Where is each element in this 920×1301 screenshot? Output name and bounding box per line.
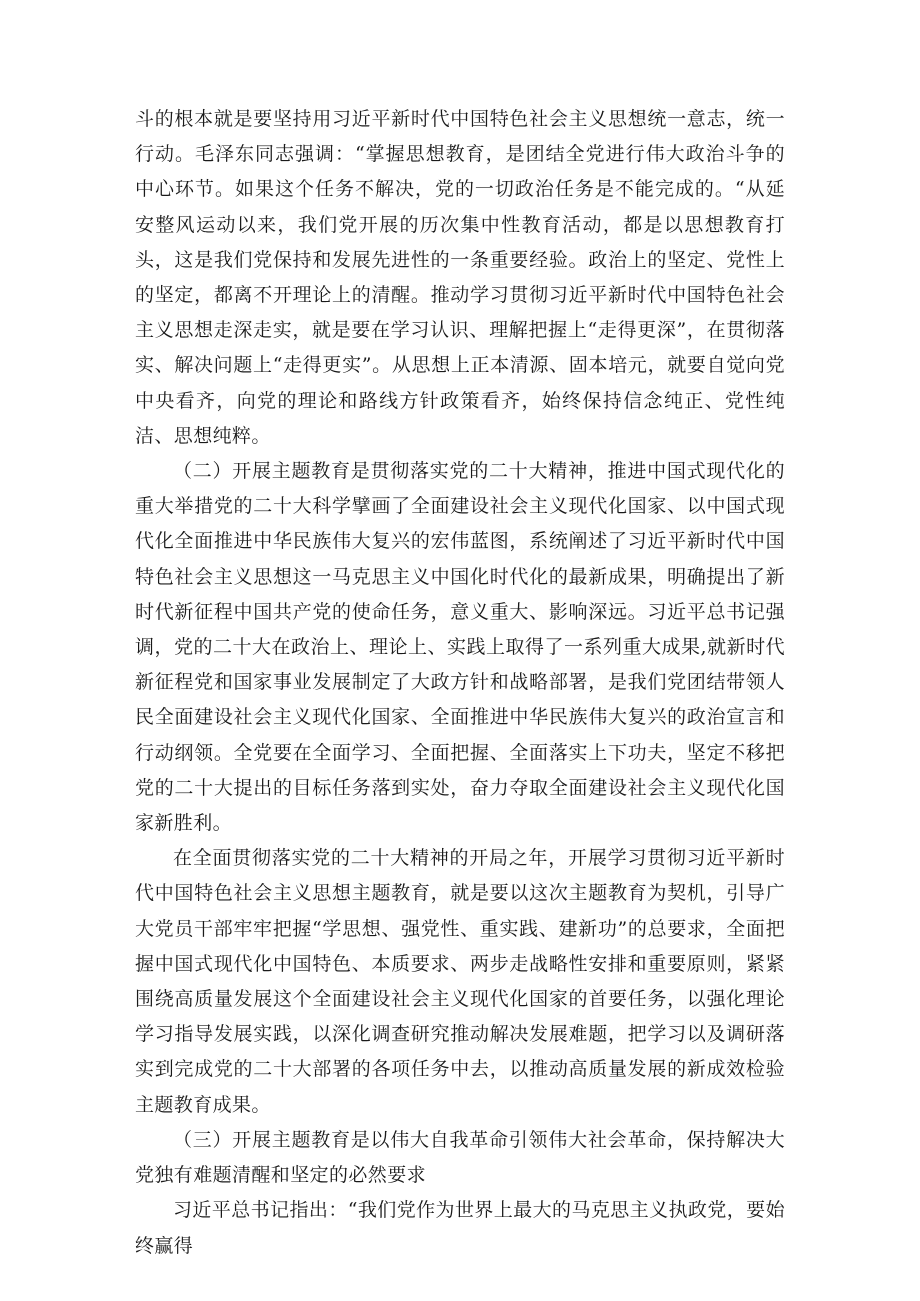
paragraph-opening-year: 在全面贯彻落实党的二十大精神的开局之年，开展学习贯彻习近平新时代中国特色社会主义思想主题教育，就是要以这次主题教育为契机，引导广大党员干部牢牢把握“学思想、强党性、重实践、建新功”的总要求，全面把握中国式现代化中国特色、本质要求、两步走战略性安排和重要原则，紧紧围绕高质量发展这个全面建设社会主义现代化国家的首要任务，以强化理论学习指导发展实践，以深化调查研究推动解决发展难题，把学习以及调研落实到完成党的二十大部署的各项任务中去，以推动高质量发展的新成效检验主题教育成果。 [135,847,785,1116]
paragraph-continuation: 斗的根本就是要坚持用习近平新时代中国特色社会主义思想统一意志，统一行动。毛泽东同志强调：“掌握思想教育，是团结全党进行伟大政治斗争的中心环节。如果这个任务不解决，党的一切政治任务是不能完成的。“从延安整风运动以来，我们党开展的历次集中性教育活动，都是以思想教育打头，这是我们党保持和发展先进性的一条重要经验。政治上的坚定、党性上的坚定，都离不开理论上的清醒。推动学习贯彻习近平新时代中国特色社会主义思想走深走实，就是要在学习认识、理解把握上“走得更深”，在贯彻落实、解决问题上“走得更实”。从思想上正本清源、固本培元，就要自觉向党中央看齐，向党的理论和路线方针政策看齐，始终保持信念纯正、党性纯洁、思想纯粹。 [135,108,785,447]
section-heading-3: （三）开展主题教育是以伟大自我革命引领伟大社会革命，保持解决大党独有难题清醒和坚定的必然要求 [135,1128,785,1187]
body-text [135,102,785,1264]
paragraph-xi-quote: 习近平总书记指出：“我们党作为世界上最大的马克思主义执政党，要始终赢得 [135,1199,785,1257]
paragraph-section-2: （二）开展主题教育是贯彻落实党的二十大精神，推进中国式现代化的重大举措党的二十大科学擘画了全面建设社会主义现代化国家、以中国式现代化全面推进中华民族伟大复兴的宏伟蓝图，系统阐述了习近平新时代中国特色社会主义思想这一马克思主义中国化时代化的最新成果，明确提出了新时代新征程中国共产党的使命任务，意义重大、影响深远。习近平总书记强调，党的二十大在政治上、理论上、实践上取得了一系列重大成果,就新时代新征程党和国家事业发展制定了大政方针和战略部署，是我们党团结带领人民全面建设社会主义现代化国家、全面推进中华民族伟大复兴的政治宣言和行动纲领。全党要在全面学习、全面把握、全面落实上下功夫，坚定不移把党的二十大提出的目标任务落到实处，奋力夺取全面建设社会主义现代化国家新胜利。 [135,460,785,835]
